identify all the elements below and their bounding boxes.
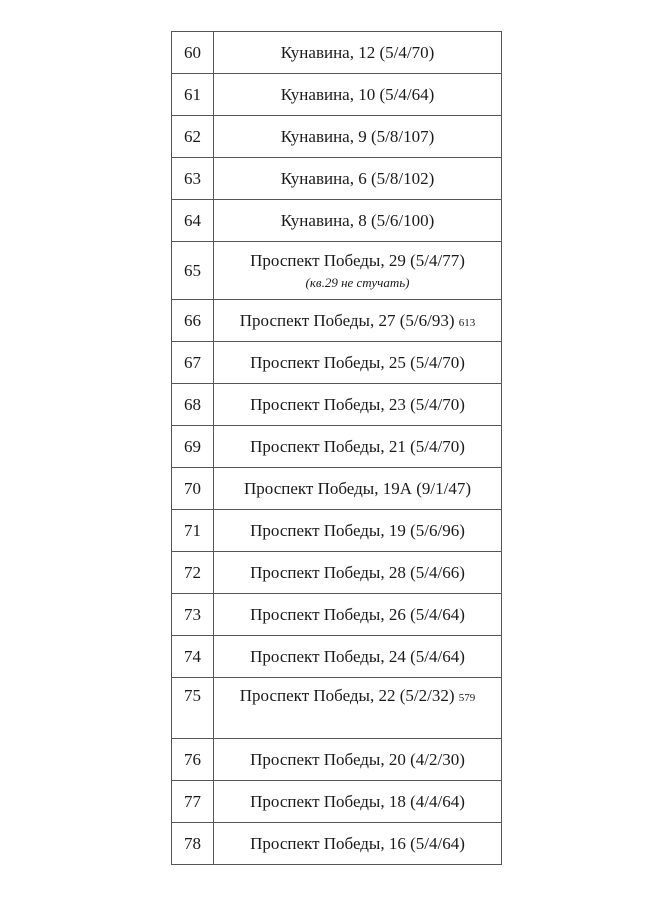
row-number: 77 (172, 781, 214, 823)
row-number: 75 (172, 678, 214, 739)
address-text: Проспект Победы, 24 (5/4/64) (250, 646, 465, 666)
address-cell (214, 781, 502, 823)
table-row (172, 300, 502, 342)
row-number: 70 (172, 468, 214, 510)
address-cell (214, 636, 502, 678)
table-row (172, 242, 502, 300)
table-row (172, 594, 502, 636)
address-cell (214, 74, 502, 116)
address-suffix: 613 (458, 316, 476, 329)
address-text: Кунавина, 10 (5/4/64) (280, 84, 435, 104)
address-text: Проспект Победы, 21 (5/4/70) (250, 436, 465, 456)
row-number: 69 (172, 426, 214, 468)
address-note: (кв.29 не стучать) (305, 274, 410, 290)
address-cell (214, 739, 502, 781)
address-text: Проспект Победы, 25 (5/4/70) (250, 352, 465, 372)
table-row (172, 636, 502, 678)
address-cell (214, 823, 502, 865)
table-row (172, 158, 502, 200)
address-cell (214, 32, 502, 74)
address-table (171, 31, 502, 865)
table-row (172, 384, 502, 426)
address-cell (214, 242, 502, 300)
address-cell (214, 200, 502, 242)
address-text: Кунавина, 9 (5/8/107) (280, 126, 435, 146)
address-text: Проспект Победы, 22 (5/2/32) (239, 686, 455, 705)
table-row (172, 468, 502, 510)
address-cell (214, 510, 502, 552)
table-row (172, 342, 502, 384)
row-number: 78 (172, 823, 214, 865)
table-row (172, 74, 502, 116)
address-cell (214, 384, 502, 426)
address-text: Проспект Победы, 18 (4/4/64) (250, 791, 465, 811)
row-number: 74 (172, 636, 214, 678)
row-number: 71 (172, 510, 214, 552)
address-cell (214, 342, 502, 384)
address-cell (214, 426, 502, 468)
table-row (172, 32, 502, 74)
row-number: 60 (172, 32, 214, 74)
row-number: 62 (172, 116, 214, 158)
row-number: 67 (172, 342, 214, 384)
row-number: 76 (172, 739, 214, 781)
address-text: Кунавина, 8 (5/6/100) (280, 210, 435, 230)
address-cell (214, 158, 502, 200)
address-text: Кунавина, 12 (5/4/70) (280, 42, 435, 62)
address-cell (214, 468, 502, 510)
table-row (172, 823, 502, 865)
table-row (172, 200, 502, 242)
address-text: Проспект Победы, 29 (5/4/77) (250, 250, 465, 270)
row-number: 72 (172, 552, 214, 594)
table-row (172, 739, 502, 781)
row-number: 73 (172, 594, 214, 636)
address-cell (214, 116, 502, 158)
address-suffix: 579 (458, 692, 476, 704)
address-cell (214, 594, 502, 636)
table-row (172, 426, 502, 468)
row-number: 63 (172, 158, 214, 200)
table-row (172, 552, 502, 594)
address-text: Проспект Победы, 19А (9/1/47) (244, 478, 471, 498)
address-text: Проспект Победы, 23 (5/4/70) (250, 394, 465, 414)
address-text: Проспект Победы, 28 (5/4/66) (250, 562, 465, 582)
address-cell (214, 678, 502, 739)
address-text: Проспект Победы, 26 (5/4/64) (250, 604, 465, 624)
table-row (172, 678, 502, 739)
address-cell (214, 300, 502, 342)
address-text: Проспект Победы, 27 (5/6/93) (239, 310, 455, 330)
address-text: Проспект Победы, 20 (4/2/30) (250, 749, 465, 769)
table-row (172, 510, 502, 552)
address-cell (214, 552, 502, 594)
row-number: 65 (172, 242, 214, 300)
address-text: Проспект Победы, 19 (5/6/96) (250, 520, 465, 540)
table-row (172, 116, 502, 158)
address-text: Кунавина, 6 (5/8/102) (280, 168, 435, 188)
address-text: Проспект Победы, 16 (5/4/64) (250, 833, 465, 853)
row-number: 68 (172, 384, 214, 426)
row-number: 61 (172, 74, 214, 116)
row-number: 66 (172, 300, 214, 342)
row-number: 64 (172, 200, 214, 242)
table-row (172, 781, 502, 823)
